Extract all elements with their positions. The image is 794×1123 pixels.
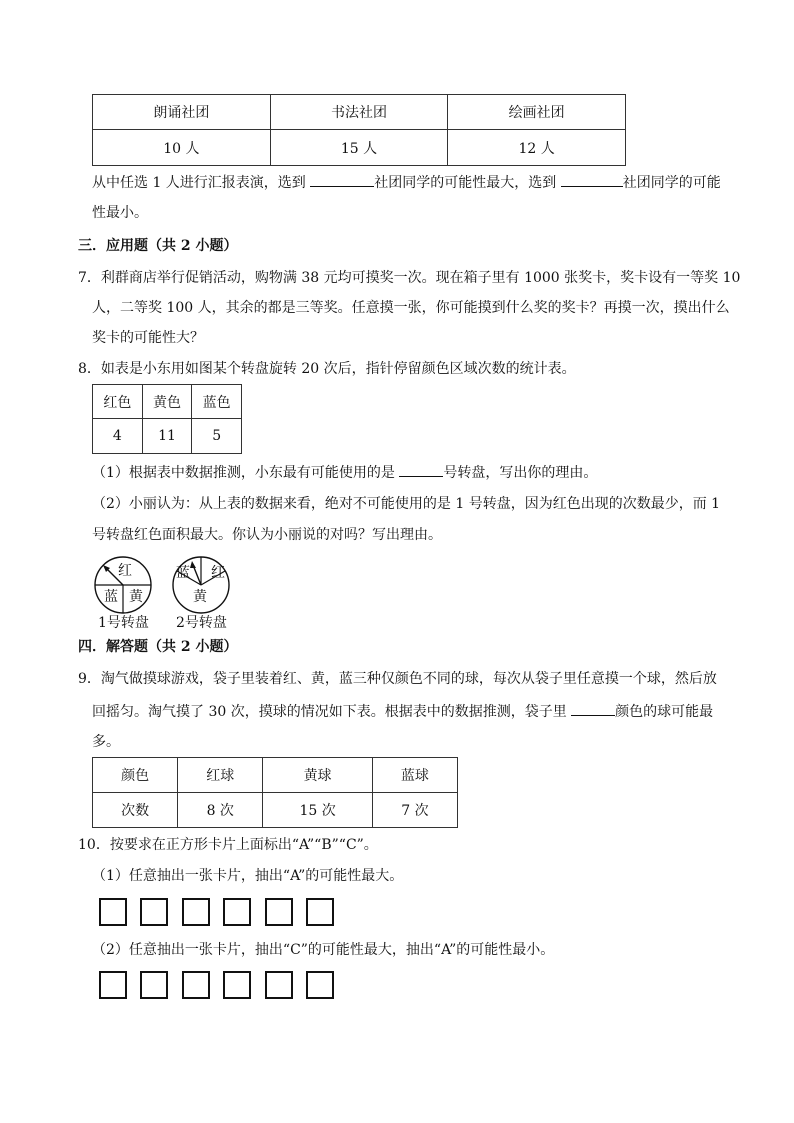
spinner-2-red-label: 红 <box>211 565 225 581</box>
q9-line3: 多。 <box>92 734 120 750</box>
answer-blank[interactable] <box>571 701 615 716</box>
table-header: 蓝球 <box>372 758 457 793</box>
spinner-1-yellow-label: 黄 <box>129 589 143 605</box>
q10-sub2: （2）任意抽出一张卡片，抽出“C”的可能性最大，抽出“A”的可能性最小。 <box>92 942 555 958</box>
q9-line1: 9．淘气做摸球游戏，袋子里装着红、黄，蓝三种仅颜色不同的球，每次从袋子里任意摸一个球，然后放 <box>78 671 717 687</box>
q7-line2: 人，二等奖 100 人，其余的都是三等奖。任意摸一张，你可能摸到什么奖的奖卡？再摸一次，摸出什么 <box>92 300 730 316</box>
section-heading: 三．应用题（共 2 小题） <box>78 238 238 254</box>
table-header: 红球 <box>178 758 263 793</box>
club-table <box>92 94 626 166</box>
spinner-1-red-label: 红 <box>118 563 132 579</box>
spinner-table <box>92 384 242 454</box>
card-box[interactable] <box>223 898 251 926</box>
table-cell: 15 次 <box>263 793 372 828</box>
q6-line2: 性最小。 <box>92 205 148 221</box>
spinner-2-blue-label: 蓝 <box>176 565 190 581</box>
table-header: 黄色 <box>142 385 192 419</box>
table-header: 颜色 <box>93 758 178 793</box>
card-box[interactable] <box>140 971 168 999</box>
table-header: 红色 <box>93 385 143 419</box>
q8-line1: 8．如表是小东用如图某个转盘旋转 20 次后，指针停留颜色区域次数的统计表。 <box>78 361 576 377</box>
section-heading: 四．解答题（共 2 小题） <box>78 639 238 655</box>
table-cell: 4 <box>93 419 143 454</box>
card-box[interactable] <box>99 971 127 999</box>
card-box[interactable] <box>265 971 293 999</box>
card-box[interactable] <box>182 971 210 999</box>
q8-sub1: （1）根据表中数据推测，小东最有可能使用的是 号转盘，写出你的理由。 <box>92 462 597 483</box>
card-box[interactable] <box>306 971 334 999</box>
table-cell: 5 <box>192 419 242 454</box>
card-box[interactable] <box>306 898 334 926</box>
q7-line1: 7．利群商店举行促销活动，购物满 38 元均可摸奖一次。现在箱子里有 1000 张奖卡，奖卡设有一等奖 10 <box>78 270 741 286</box>
card-box[interactable] <box>182 898 210 926</box>
table-cell: 7 次 <box>372 793 457 828</box>
table-header: 黄球 <box>263 758 372 793</box>
table-cell: 12 人 <box>448 130 626 166</box>
table-header: 书法社团 <box>270 95 448 130</box>
q10-sub1: （1）任意抽出一张卡片，抽出“A”的可能性最大。 <box>92 868 404 884</box>
answer-blank[interactable] <box>310 172 374 187</box>
table-header: 绘画社团 <box>448 95 626 130</box>
q10-line1: 10．按要求在正方形卡片上面标出“A”“B”“C”。 <box>78 837 378 853</box>
table-header: 朗诵社团 <box>93 95 271 130</box>
table-cell: 11 <box>142 419 192 454</box>
card-box[interactable] <box>140 898 168 926</box>
q9-line2: 回摇匀。淘气摸了 30 次，摸球的情况如下表。根据表中的数据推测，袋子里 颜色的球可能最 <box>92 701 713 722</box>
table-cell: 次数 <box>93 793 178 828</box>
card-box[interactable] <box>99 898 127 926</box>
q7-line3: 奖卡的可能性大？ <box>92 330 204 346</box>
table-cell: 15 人 <box>270 130 448 166</box>
spinner-2-yellow-label: 黄 <box>193 589 207 605</box>
table-header: 蓝色 <box>192 385 242 419</box>
card-box[interactable] <box>265 898 293 926</box>
table-cell: 8 次 <box>178 793 263 828</box>
spinner-1-caption: 1号转盘 <box>98 615 149 631</box>
q8-sub2-line1: （2）小丽认为：从上表的数据来看，绝对不可能使用的是 1 号转盘，因为红色出现的次数最少，而 1 <box>92 496 721 512</box>
ball-table <box>92 757 458 828</box>
spinner-1-blue-label: 蓝 <box>104 589 118 605</box>
answer-blank[interactable] <box>561 172 623 187</box>
table-cell: 10 人 <box>93 130 271 166</box>
q8-sub2-line2: 号转盘红色面积最大。你认为小丽说的对吗？写出理由。 <box>92 527 442 543</box>
card-box[interactable] <box>223 971 251 999</box>
answer-blank[interactable] <box>399 462 443 477</box>
spinner-2-caption: 2号转盘 <box>176 615 227 631</box>
q6-line1: 从中任选 1 人进行汇报表演，选到 社团同学的可能性最大，选到 社团同学的可能 <box>92 172 721 193</box>
